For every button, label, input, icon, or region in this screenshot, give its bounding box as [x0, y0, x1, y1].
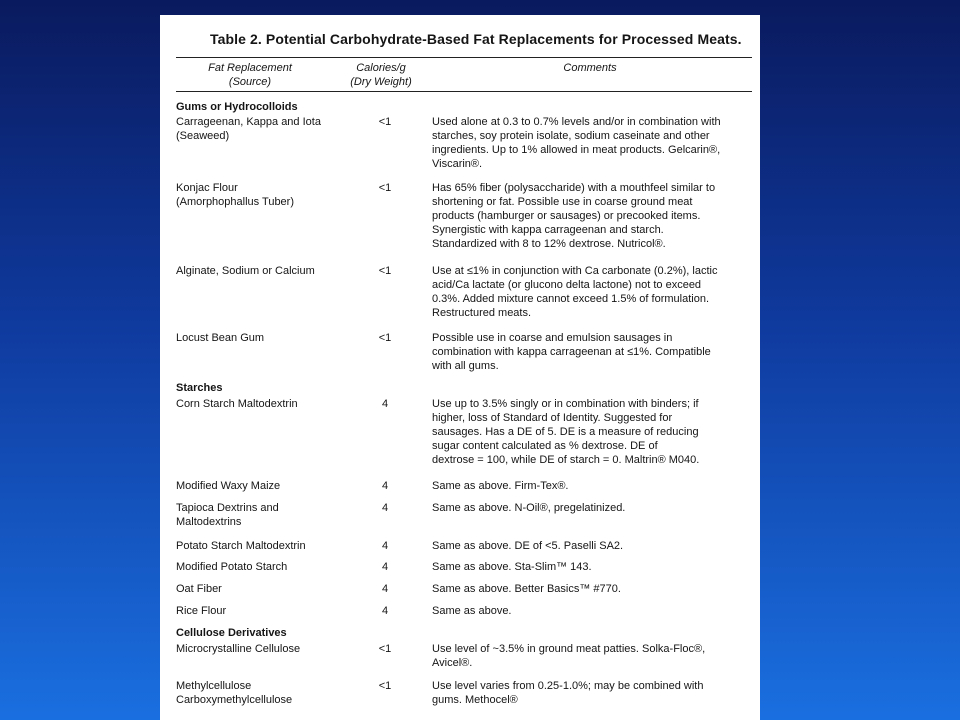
- row-name: [176, 679, 346, 707]
- comment-line: combination with kappa carrageenan at ≤1%. Compatible: [432, 346, 711, 358]
- row-name: Alginate, Sodium or Calcium: [176, 265, 315, 277]
- row-name: Modified Waxy Maize: [176, 480, 281, 492]
- row-name-line: Carboxymethylcellulose: [176, 694, 293, 706]
- comment-line: Viscarin®.: [432, 158, 483, 170]
- row-name: Rice Flour: [176, 605, 227, 617]
- row-comments: [432, 331, 760, 373]
- row-name: Modified Potato Starch: [176, 561, 288, 573]
- row-calories: <1: [378, 643, 392, 655]
- comment-line: dextrose = 100, while DE of starch = 0. Maltrin® M040.: [432, 454, 700, 466]
- comment-line: Restructured meats.: [432, 307, 532, 319]
- comment-line: gums. Methocel®: [432, 694, 518, 706]
- comment-line: with all gums.: [432, 360, 499, 372]
- comment-line: Use level of ~3.5% in ground meat patties. Solka-Floc®,: [432, 643, 706, 655]
- section-gums: Gums or Hydrocolloids: [176, 101, 298, 113]
- row-calories: <1: [378, 182, 392, 194]
- comment-line: shortening or fat. Possible use in coarse ground meat: [432, 196, 693, 208]
- row-comments: [432, 115, 760, 171]
- row-comments: [432, 642, 760, 670]
- row-comments: Same as above. DE of <5. Paselli SA2.: [432, 540, 624, 552]
- row-calories: <1: [378, 265, 392, 277]
- header-calories-label: Calories/g: [356, 62, 406, 74]
- section-starches: Starches: [176, 382, 223, 394]
- row-calories: 4: [381, 502, 389, 514]
- comment-line: ingredients. Up to 1% allowed in meat products. Gelcarin®,: [432, 144, 721, 156]
- header-calories: [340, 61, 422, 89]
- row-comments: Same as above. Better Basics™ #770.: [432, 583, 621, 595]
- comment-line: Used alone at 0.3 to 0.7% levels and/or in combination with: [432, 116, 721, 128]
- row-comments: Same as above. N-Oil®, pregelatinized.: [432, 502, 626, 514]
- comment-line: Use up to 3.5% singly or in combination with binders; if: [432, 398, 699, 410]
- row-name-line: (Amorphophallus Tuber): [176, 196, 295, 208]
- comment-line: acid/Ca lactate (or glucono delta lactone) not to exceed: [432, 279, 702, 291]
- row-calories: 4: [381, 540, 389, 552]
- row-name-line: Methylcellulose: [176, 680, 252, 692]
- row-comments: [432, 679, 760, 707]
- comment-line: Avicel®.: [432, 657, 473, 669]
- comment-line: Possible use in coarse and emulsion sausages in: [432, 332, 673, 344]
- header-source-label: (Source): [228, 76, 272, 88]
- row-comments: [432, 264, 760, 320]
- row-name: [176, 501, 346, 529]
- row-name-line: Konjac Flour: [176, 182, 238, 194]
- header-bottom-rule: [176, 91, 752, 92]
- row-comments: Same as above. Firm-Tex®.: [432, 480, 569, 492]
- comment-line: Use at ≤1% in conjunction with Ca carbonate (0.2%), lactic: [432, 265, 718, 277]
- comment-line: higher, loss of Standard of Identity. Suggested for: [432, 412, 673, 424]
- header-fat-replacement: [180, 61, 320, 89]
- row-name-line: Tapioca Dextrins and: [176, 502, 279, 514]
- comment-line: products (hamburger or sausages) or precooked items.: [432, 210, 701, 222]
- section-cellulose: Cellulose Derivatives: [176, 627, 287, 639]
- comment-line: sausages. Has a DE of 5. DE is a measure of reducing: [432, 426, 699, 438]
- row-calories: <1: [378, 332, 392, 344]
- row-comments: [432, 181, 760, 251]
- row-calories: <1: [378, 116, 392, 128]
- comment-line: sugar content calculated as % dextrose. DE of: [432, 440, 658, 452]
- comment-line: Use level varies from 0.25-1.0%; may be combined with: [432, 680, 704, 692]
- comment-line: Synergistic with kappa carrageenan and starch.: [432, 224, 664, 236]
- row-name: Microcrystalline Cellulose: [176, 643, 301, 655]
- comment-line: starches, soy protein isolate, sodium caseinate and other: [432, 130, 710, 142]
- row-calories: 4: [381, 605, 389, 617]
- row-name: [176, 115, 346, 143]
- row-name: Locust Bean Gum: [176, 332, 265, 344]
- row-comments: Same as above. Sta-Slim™ 143.: [432, 561, 592, 573]
- row-name-line: Maltodextrins: [176, 516, 242, 528]
- comment-line: Standardized with 8 to 12% dextrose. Nutricol®.: [432, 238, 666, 250]
- row-calories: 4: [381, 583, 389, 595]
- header-fat-replacement-label: Fat Replacement: [208, 62, 292, 74]
- table-title: Table 2. Potential Carbohydrate-Based Fat Replacements for Processed Meats.: [210, 31, 742, 47]
- header-comments: Comments: [563, 62, 617, 74]
- row-name: Corn Starch Maltodextrin: [176, 398, 298, 410]
- row-calories: <1: [378, 680, 392, 692]
- header-top-rule: [176, 57, 752, 58]
- header-dry-weight-label: (Dry Weight): [350, 76, 412, 88]
- table-page: [160, 15, 760, 720]
- comment-line: Has 65% fiber (polysaccharide) with a mouthfeel similar to: [432, 182, 716, 194]
- row-name-line: Carrageenan, Kappa and Iota: [176, 116, 321, 128]
- row-calories: 4: [381, 561, 389, 573]
- row-name: [176, 181, 346, 209]
- row-comments: Same as above.: [432, 605, 512, 617]
- row-name: Potato Starch Maltodextrin: [176, 540, 306, 552]
- row-name-line: (Seaweed): [176, 130, 230, 142]
- comment-line: 0.3%. Added mixture cannot exceed 1.5% of formulation.: [432, 293, 709, 305]
- row-name: Oat Fiber: [176, 583, 222, 595]
- row-calories: 4: [381, 398, 389, 410]
- row-comments: [432, 397, 760, 467]
- row-calories: 4: [381, 480, 389, 492]
